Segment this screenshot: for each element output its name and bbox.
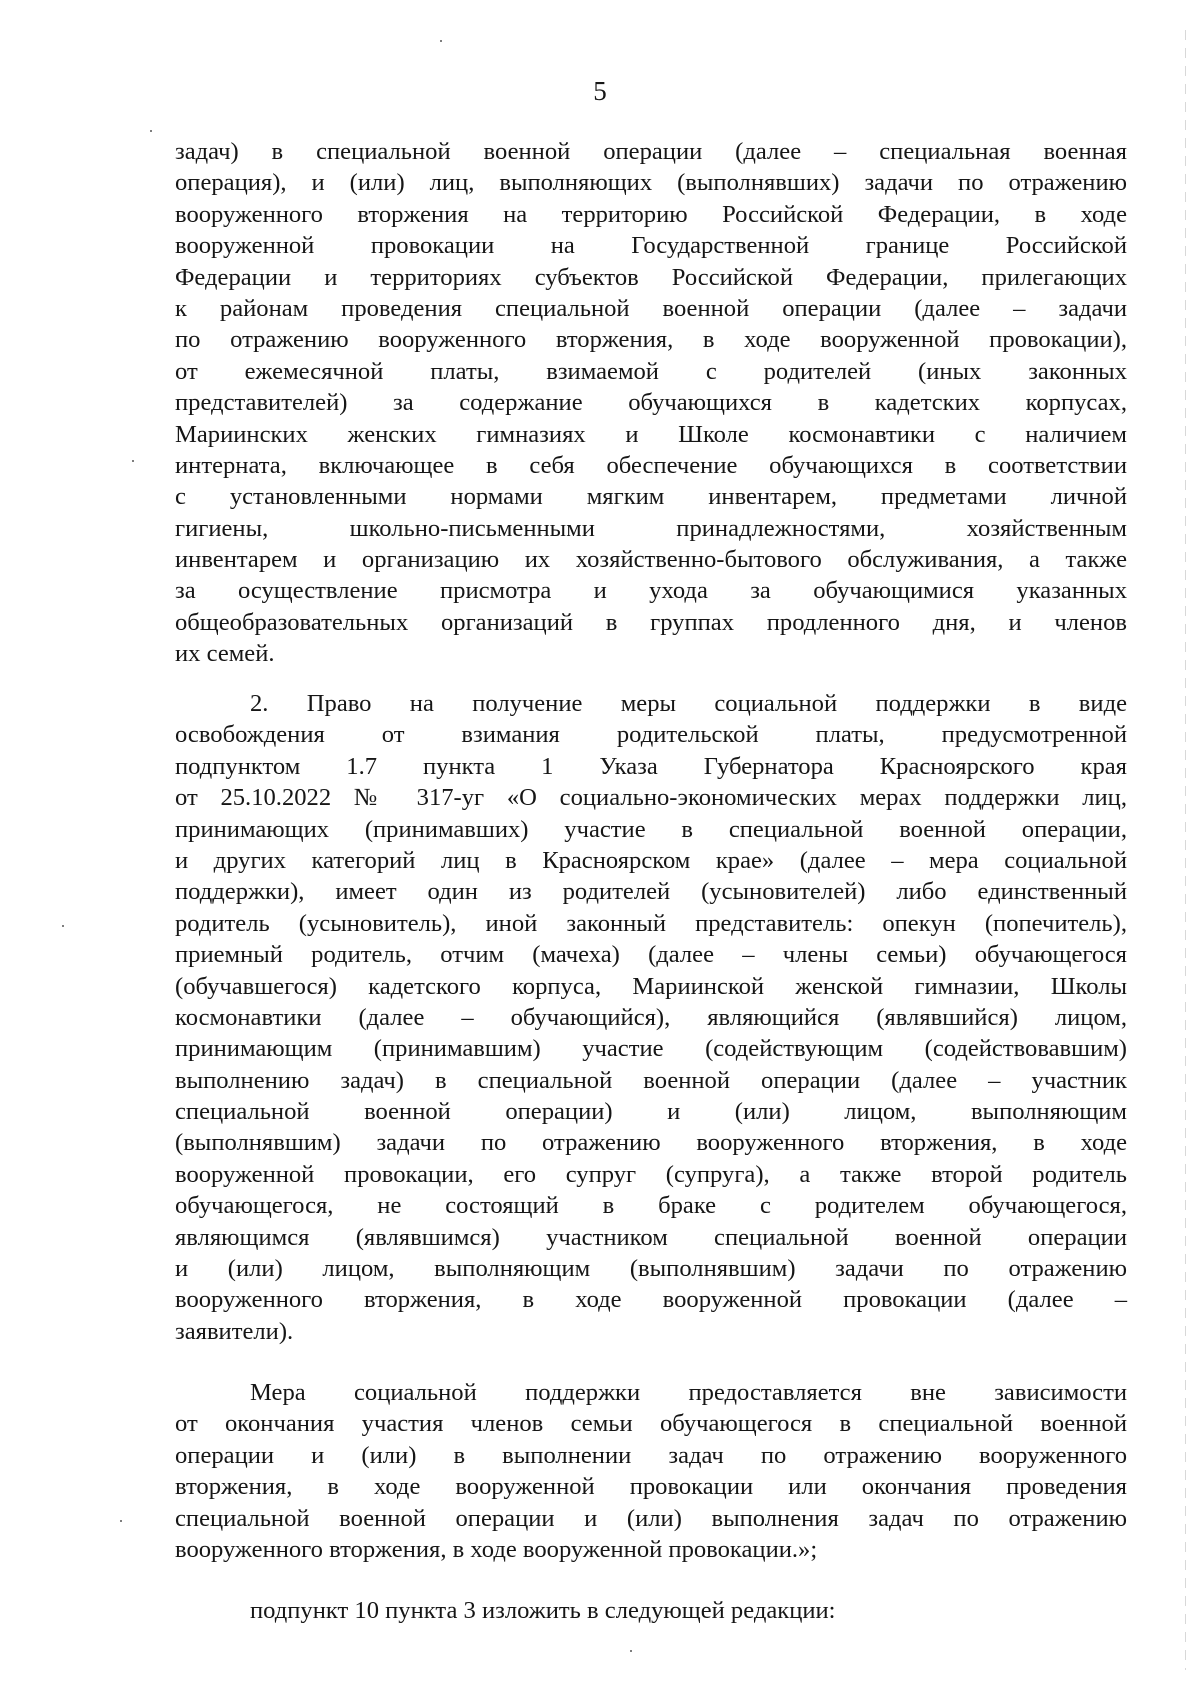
text-line: родитель (усыновитель), иной законный представитель: опекун (попечитель), (175, 909, 1127, 937)
scan-speck (62, 925, 64, 927)
text-line: подпункт 10 пункта 3 изложить в следующей редакции: (250, 1597, 836, 1624)
text-line: задач) в специальной военной операции (далее – специальная военная (175, 138, 1127, 165)
text-line: вооруженной провокации, его супруг (супруга), а также второй родитель (175, 1160, 1127, 1188)
text-line: вооруженного вторжения, в ходе вооруженной провокации (далее – (175, 1286, 1127, 1314)
text-line: операция), и (или) лиц, выполняющих (выполнявших) задачи по отражению (175, 169, 1127, 197)
text-line: с установленными нормами мягким инвентарем, предметами личной (175, 483, 1127, 511)
text-line: и (или) лицом, выполняющим (выполнявшим) задачи по отражению (175, 1255, 1127, 1283)
scan-speck (630, 1650, 632, 1652)
paragraph-4 (175, 1595, 1127, 1626)
text-line: вооруженного вторжения на территорию Российской Федерации, в ходе (175, 200, 1127, 228)
text-line: интерната, включающее в себя обеспечение обучающихся в соответствии (175, 451, 1127, 479)
text-line: специальной военной операции и (или) выполнения задач по отражению (175, 1504, 1127, 1532)
text-line: принимающих (принимавших) участие в специальной военной операции, (175, 815, 1127, 843)
text-line: к районам проведения специальной военной операции (далее – задачи (175, 294, 1127, 322)
text-line: выполнению задач) в специальной военной операции (далее – участник (175, 1066, 1127, 1094)
text-line: специальной военной операции) и (или) лицом, выполняющим (175, 1098, 1127, 1126)
text-line: инвентарем и организацию их хозяйственно-бытового обслуживания, а также (175, 546, 1127, 574)
text-line: представителей) за содержание обучающихся в кадетских корпусах, (175, 389, 1127, 417)
text-line: космонавтики (далее – обучающийся), являющийся (являвшийся) лицом, (175, 1003, 1127, 1031)
scan-speck (120, 1520, 122, 1522)
text-line: подпунктом 1.7 пункта 1 Указа Губернатора Красноярского края (175, 752, 1127, 780)
text-line: освобождения от взимания родительской платы, предусмотренной (175, 721, 1127, 749)
text-line: Мариинских женских гимназиях и Школе космонавтики с наличием (175, 420, 1127, 448)
text-line: приемный родитель, отчим (мачеха) (далее – члены семьи) обучающегося (175, 941, 1127, 969)
text-line: от ежемесячной платы, взимаемой с родителей (иных законных (175, 357, 1127, 385)
text-line: их семей. (175, 640, 275, 668)
text-line: вооруженной провокации на Государственной границе Российской (175, 232, 1127, 260)
text-line: 2. Право на получение меры социальной поддержки в виде (250, 690, 1127, 717)
text-line: по отражению вооруженного вторжения, в ходе вооруженной провокации), (175, 326, 1127, 354)
text-line: общеобразовательных организаций в группах продленного дня, и членов (175, 608, 1127, 636)
scan-speck (440, 40, 442, 42)
paragraph-2 (175, 688, 1127, 1347)
page-number: 5 (593, 76, 607, 106)
text-line: (выполнявшим) задачи по отражению вооруженного вторжения, в ходе (175, 1129, 1127, 1157)
text-line: обучающегося, не состоящий в браке с родителем обучающегося, (175, 1192, 1127, 1220)
text-line: (обучавшегося) кадетского корпуса, Мариинской женской гимназии, Школы (175, 972, 1127, 1000)
scan-speck (132, 460, 134, 462)
text-line: операции и (или) в выполнении задач по отражению вооруженного (175, 1441, 1127, 1469)
scan-edge-mark (1185, 30, 1186, 1670)
text-line: и других категорий лиц в Красноярском крае» (далее – мера социальной (175, 846, 1127, 874)
text-line: принимающим (принимавшим) участие (содействующим (содействовавшим) (175, 1035, 1127, 1063)
text-line: гигиены, школьно-письменными принадлежностями, хозяйственным (175, 514, 1127, 542)
text-line: Мера социальной поддержки предоставляется вне зависимости (250, 1379, 1127, 1406)
text-line: вооруженного вторжения, в ходе вооруженной провокации.»; (175, 1535, 818, 1563)
text-line: поддержки), имеет один из родителей (усыновителей) либо единственный (175, 878, 1127, 906)
text-line: Федерации и территориях субъектов Российской Федерации, прилегающих (175, 263, 1127, 291)
scan-speck (150, 130, 152, 132)
text-line: за осуществление присмотра и ухода за обучающимися указанных (175, 577, 1127, 605)
paragraph-1 (175, 136, 1127, 670)
text-line: вторжения, в ходе вооруженной провокации или окончания проведения (175, 1473, 1127, 1501)
text-line: от окончания участия членов семьи обучающегося в специальной военной (175, 1410, 1127, 1438)
text-line: заявители). (175, 1317, 294, 1345)
paragraph-3 (175, 1377, 1127, 1565)
text-line: являющимся (являвшимся) участником специальной военной операции (175, 1223, 1127, 1251)
text-line: от 25.10.2022 № 317-уг «О социально-экономических мерах поддержки лиц, (175, 784, 1127, 812)
